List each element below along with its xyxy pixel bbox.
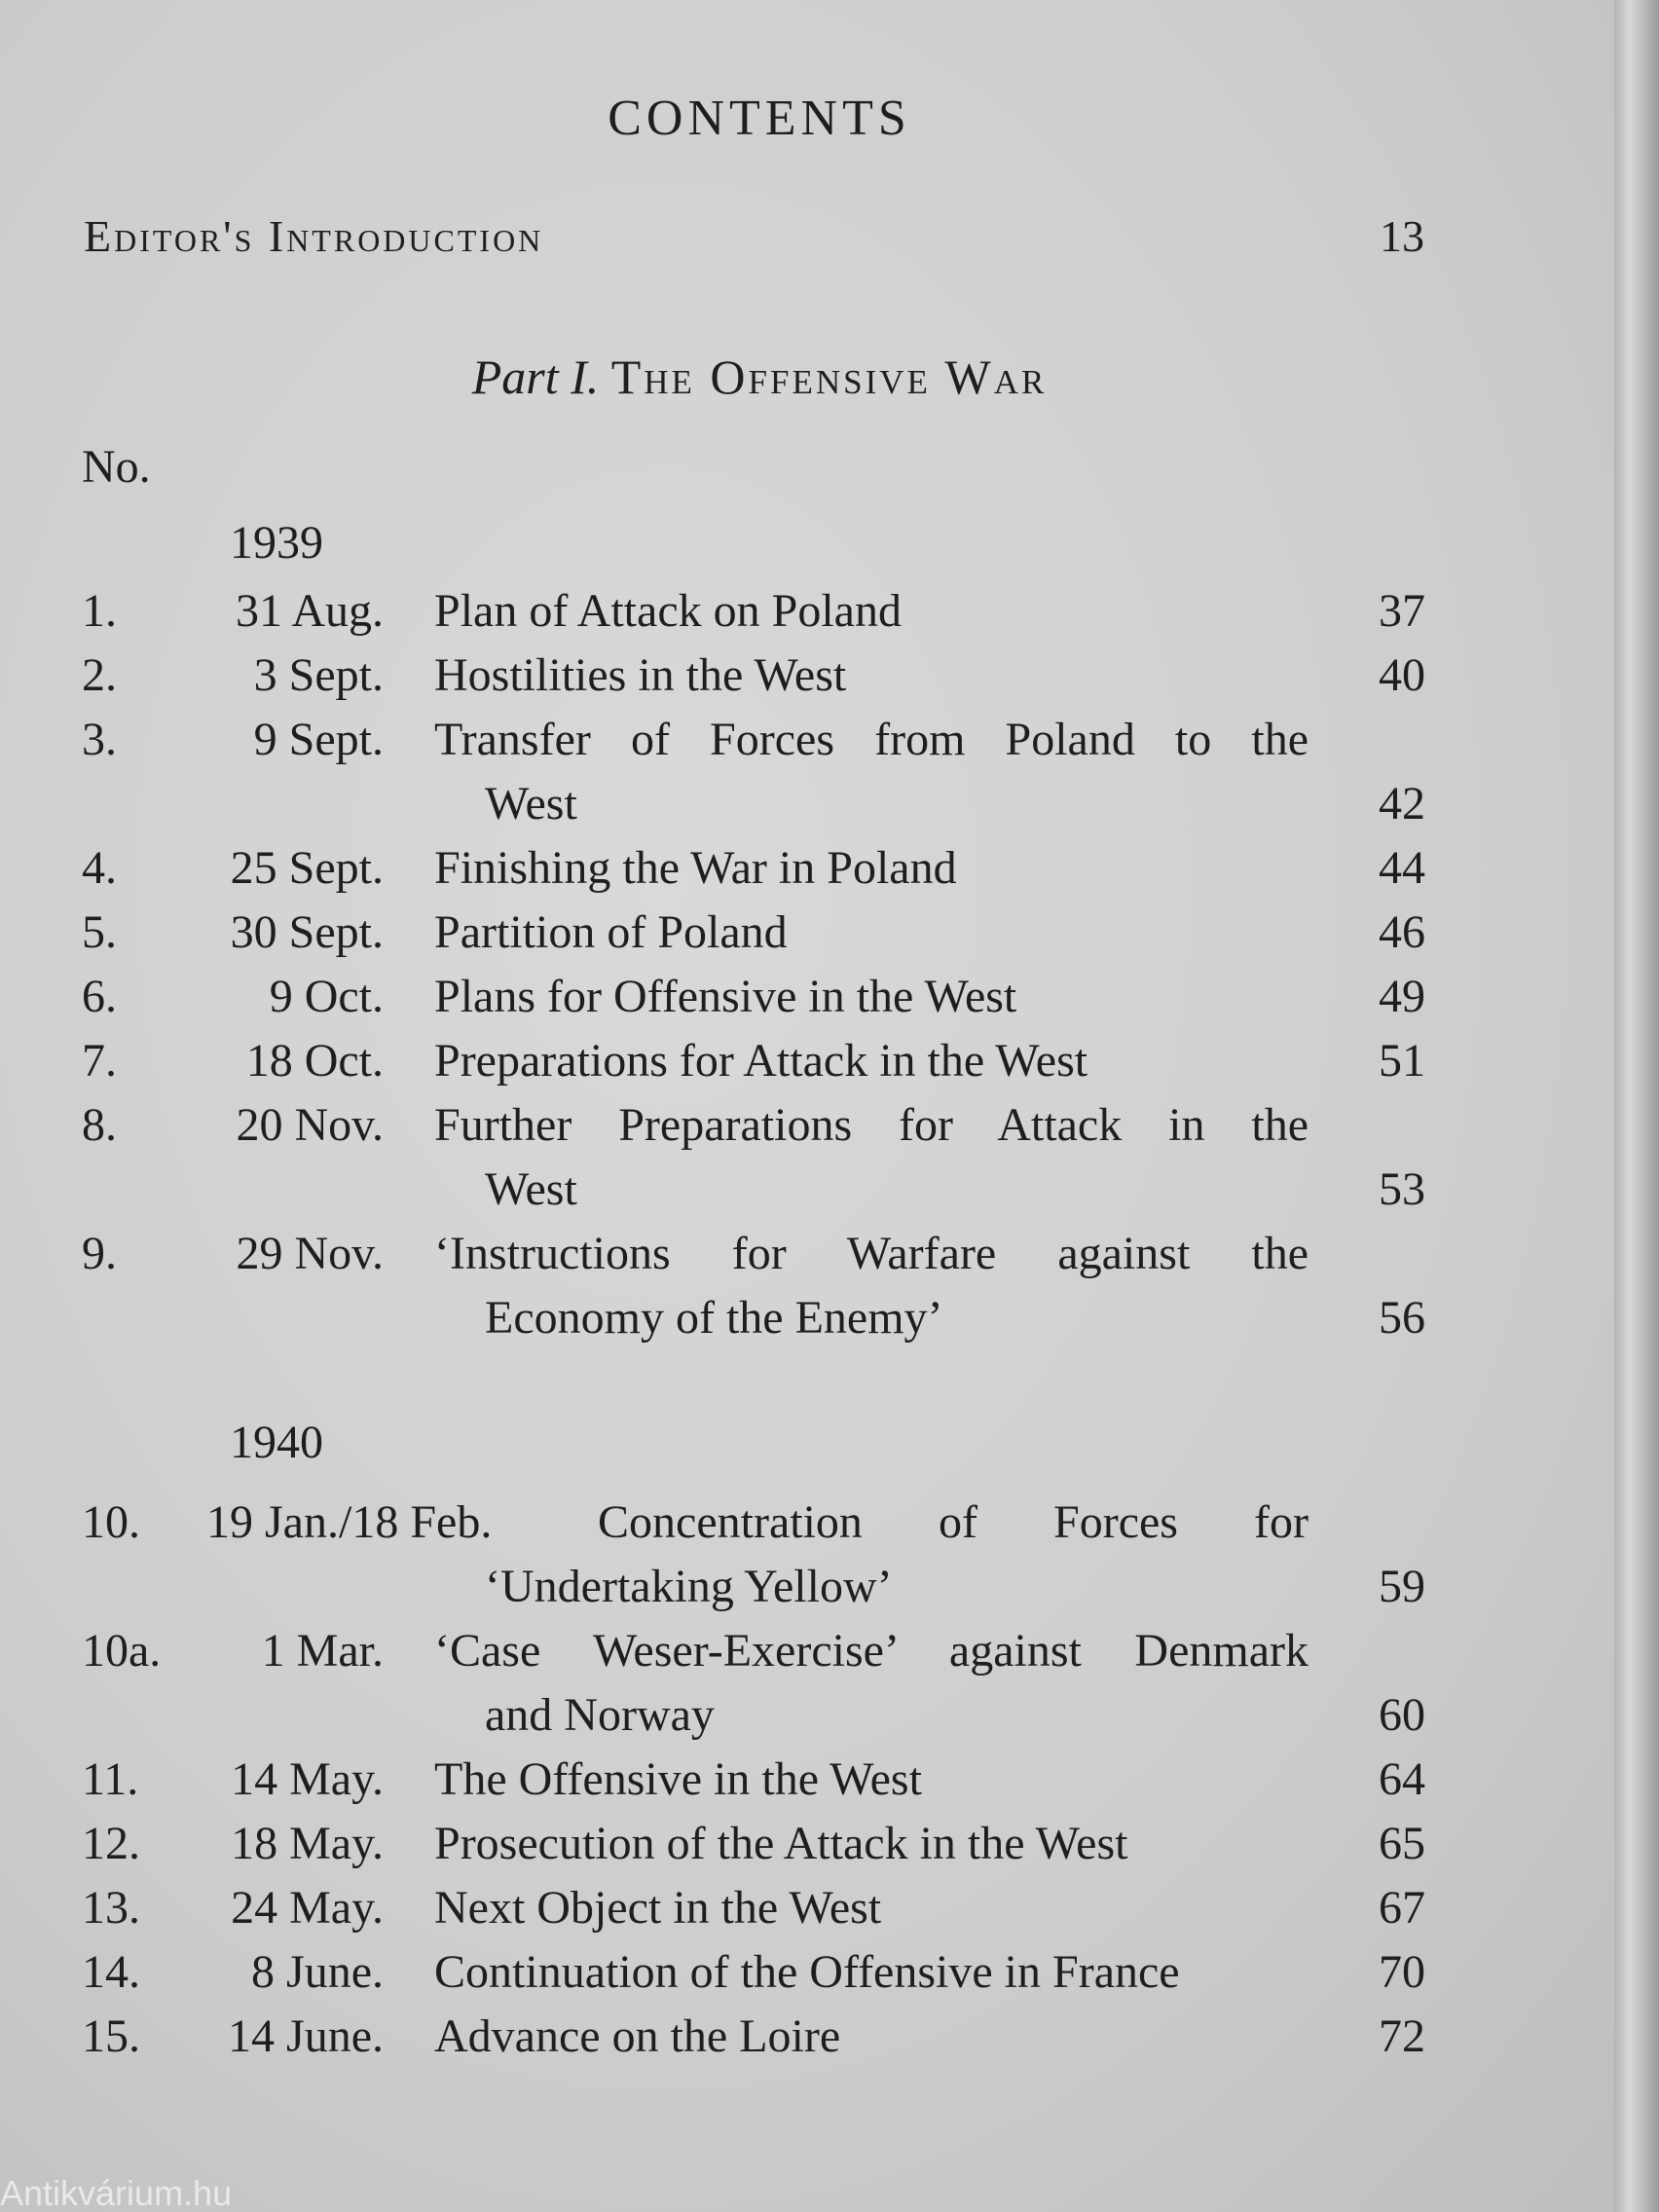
entry-number: 14.	[82, 1946, 140, 1998]
entry-title: Further Preparations for Attack in the	[434, 1099, 1309, 1151]
page-edge-shadow	[1614, 0, 1659, 2212]
year-heading-1939: 1939	[230, 517, 323, 569]
entry-page: 37	[1379, 585, 1425, 637]
entry-title: Next Object in the West	[434, 1882, 882, 1934]
toc-entry-continuation	[0, 777, 1519, 841]
entry-title-continued: West	[485, 1163, 577, 1215]
entry-number: 1.	[82, 585, 117, 637]
toc-entry	[0, 1098, 1519, 1162]
entry-title: ‘Case Weser-Exercise’ against Denmark	[434, 1625, 1309, 1677]
entry-page: 40	[1379, 649, 1425, 701]
entry-number: 2.	[82, 649, 117, 701]
entry-number: 10a.	[82, 1625, 162, 1677]
part-title: The Offensive War	[610, 350, 1048, 404]
entry-page: 56	[1379, 1292, 1425, 1344]
entry-number: 11.	[82, 1753, 139, 1805]
entry-title: Preparations for Attack in the West	[434, 1035, 1088, 1087]
entry-title: Plan of Attack on Poland	[434, 585, 902, 637]
toc-entry	[0, 1881, 1519, 1945]
toc-entry	[0, 2009, 1519, 2074]
entry-date: 18 Oct.	[245, 1035, 384, 1087]
entry-page: 49	[1379, 971, 1425, 1022]
entry-page: 53	[1379, 1163, 1425, 1215]
toc-entry	[0, 841, 1519, 905]
entry-title: Plans for Offensive in the West	[434, 971, 1017, 1022]
entry-number: 10.	[82, 1496, 140, 1548]
year-heading-1940: 1940	[230, 1417, 323, 1468]
toc-entry	[0, 970, 1519, 1034]
entry-title: The Offensive in the West	[434, 1753, 922, 1805]
entry-date: 9 Sept.	[253, 714, 384, 765]
entry-date: 14 June.	[228, 2010, 384, 2062]
entry-title-continued: ‘Undertaking Yellow’	[485, 1561, 893, 1612]
page-title: CONTENTS	[608, 91, 911, 146]
entry-title: Partition of Poland	[434, 906, 788, 958]
entry-number: 13.	[82, 1882, 140, 1934]
intro-label: Editor's Introduction	[84, 211, 544, 261]
intro-page-number: 13	[1380, 211, 1424, 261]
toc-entry	[0, 584, 1519, 648]
toc-entry	[0, 1034, 1519, 1098]
entry-title: Prosecution of the Attack in the West	[434, 1818, 1128, 1869]
watermark-text: Antikvárium.hu	[0, 2173, 233, 2212]
entry-number: 12.	[82, 1818, 140, 1869]
entry-number: 7.	[82, 1035, 117, 1087]
toc-entry-continuation	[0, 1560, 1519, 1624]
entry-page: 46	[1379, 906, 1425, 958]
part-number: Part I.	[471, 350, 600, 404]
entry-number: 3.	[82, 714, 117, 765]
entry-title: Continuation of the Offensive in France	[434, 1946, 1180, 1998]
entry-number: 9.	[82, 1228, 117, 1279]
toc-entry	[0, 905, 1519, 970]
entry-page: 65	[1379, 1818, 1425, 1869]
entry-page: 67	[1379, 1882, 1425, 1934]
entry-date: 18 May.	[231, 1818, 384, 1869]
toc-entry-continuation	[0, 1291, 1519, 1355]
toc-entry	[0, 648, 1519, 713]
entry-number: 5.	[82, 906, 117, 958]
toc-entry-continuation	[0, 1162, 1519, 1227]
entry-number: 15.	[82, 2010, 140, 2062]
entry-number: 4.	[82, 842, 117, 894]
entry-title-continued: and Norway	[485, 1689, 715, 1741]
entry-page: 44	[1379, 842, 1425, 894]
entry-date: 3 Sept.	[253, 649, 384, 701]
entry-page: 59	[1379, 1561, 1425, 1612]
toc-entry	[0, 1227, 1519, 1291]
entry-title: Transfer of Forces from Poland to the	[434, 714, 1309, 765]
entry-page: 70	[1379, 1946, 1425, 1998]
entry-date: 25 Sept.	[230, 842, 384, 894]
entry-date: 8 June.	[251, 1946, 384, 1998]
entry-title: ‘Instructions for Warfare against the	[434, 1228, 1309, 1279]
toc-entry	[0, 1495, 1519, 1560]
entry-title-continued: Economy of the Enemy’	[485, 1292, 943, 1344]
entry-date: 1 Mar.	[261, 1625, 384, 1677]
number-column-label: No.	[82, 441, 151, 493]
toc-entry	[0, 1752, 1519, 1817]
entry-date: 24 May.	[231, 1882, 384, 1934]
toc-entry-continuation	[0, 1688, 1519, 1752]
entry-page: 72	[1379, 2010, 1425, 2062]
entry-number: 6.	[82, 971, 117, 1022]
entry-title-continued: West	[485, 778, 577, 830]
toc-entry	[0, 1945, 1519, 2009]
entry-page: 60	[1379, 1689, 1425, 1741]
entry-page: 51	[1379, 1035, 1425, 1087]
entry-title: Finishing the War in Poland	[434, 842, 957, 894]
toc-entry	[0, 713, 1519, 777]
entry-date: 19 Jan./18 Feb.	[206, 1496, 493, 1548]
entry-date: 9 Oct.	[269, 971, 384, 1022]
entry-date: 20 Nov.	[236, 1099, 384, 1151]
entry-number: 8.	[82, 1099, 117, 1151]
part-heading	[0, 349, 1519, 405]
toc-entry	[0, 1624, 1519, 1688]
entry-page: 64	[1379, 1753, 1425, 1805]
entry-title: Concentration of Forces for	[598, 1496, 1309, 1548]
entry-date: 31 Aug.	[235, 585, 384, 637]
entry-title: Hostilities in the West	[434, 649, 847, 701]
entry-title: Advance on the Loire	[434, 2010, 841, 2062]
toc-entry	[0, 1817, 1519, 1881]
entry-date: 29 Nov.	[236, 1228, 384, 1279]
entry-date: 30 Sept.	[230, 906, 384, 958]
entry-date: 14 May.	[231, 1753, 384, 1805]
entry-page: 42	[1379, 778, 1425, 830]
